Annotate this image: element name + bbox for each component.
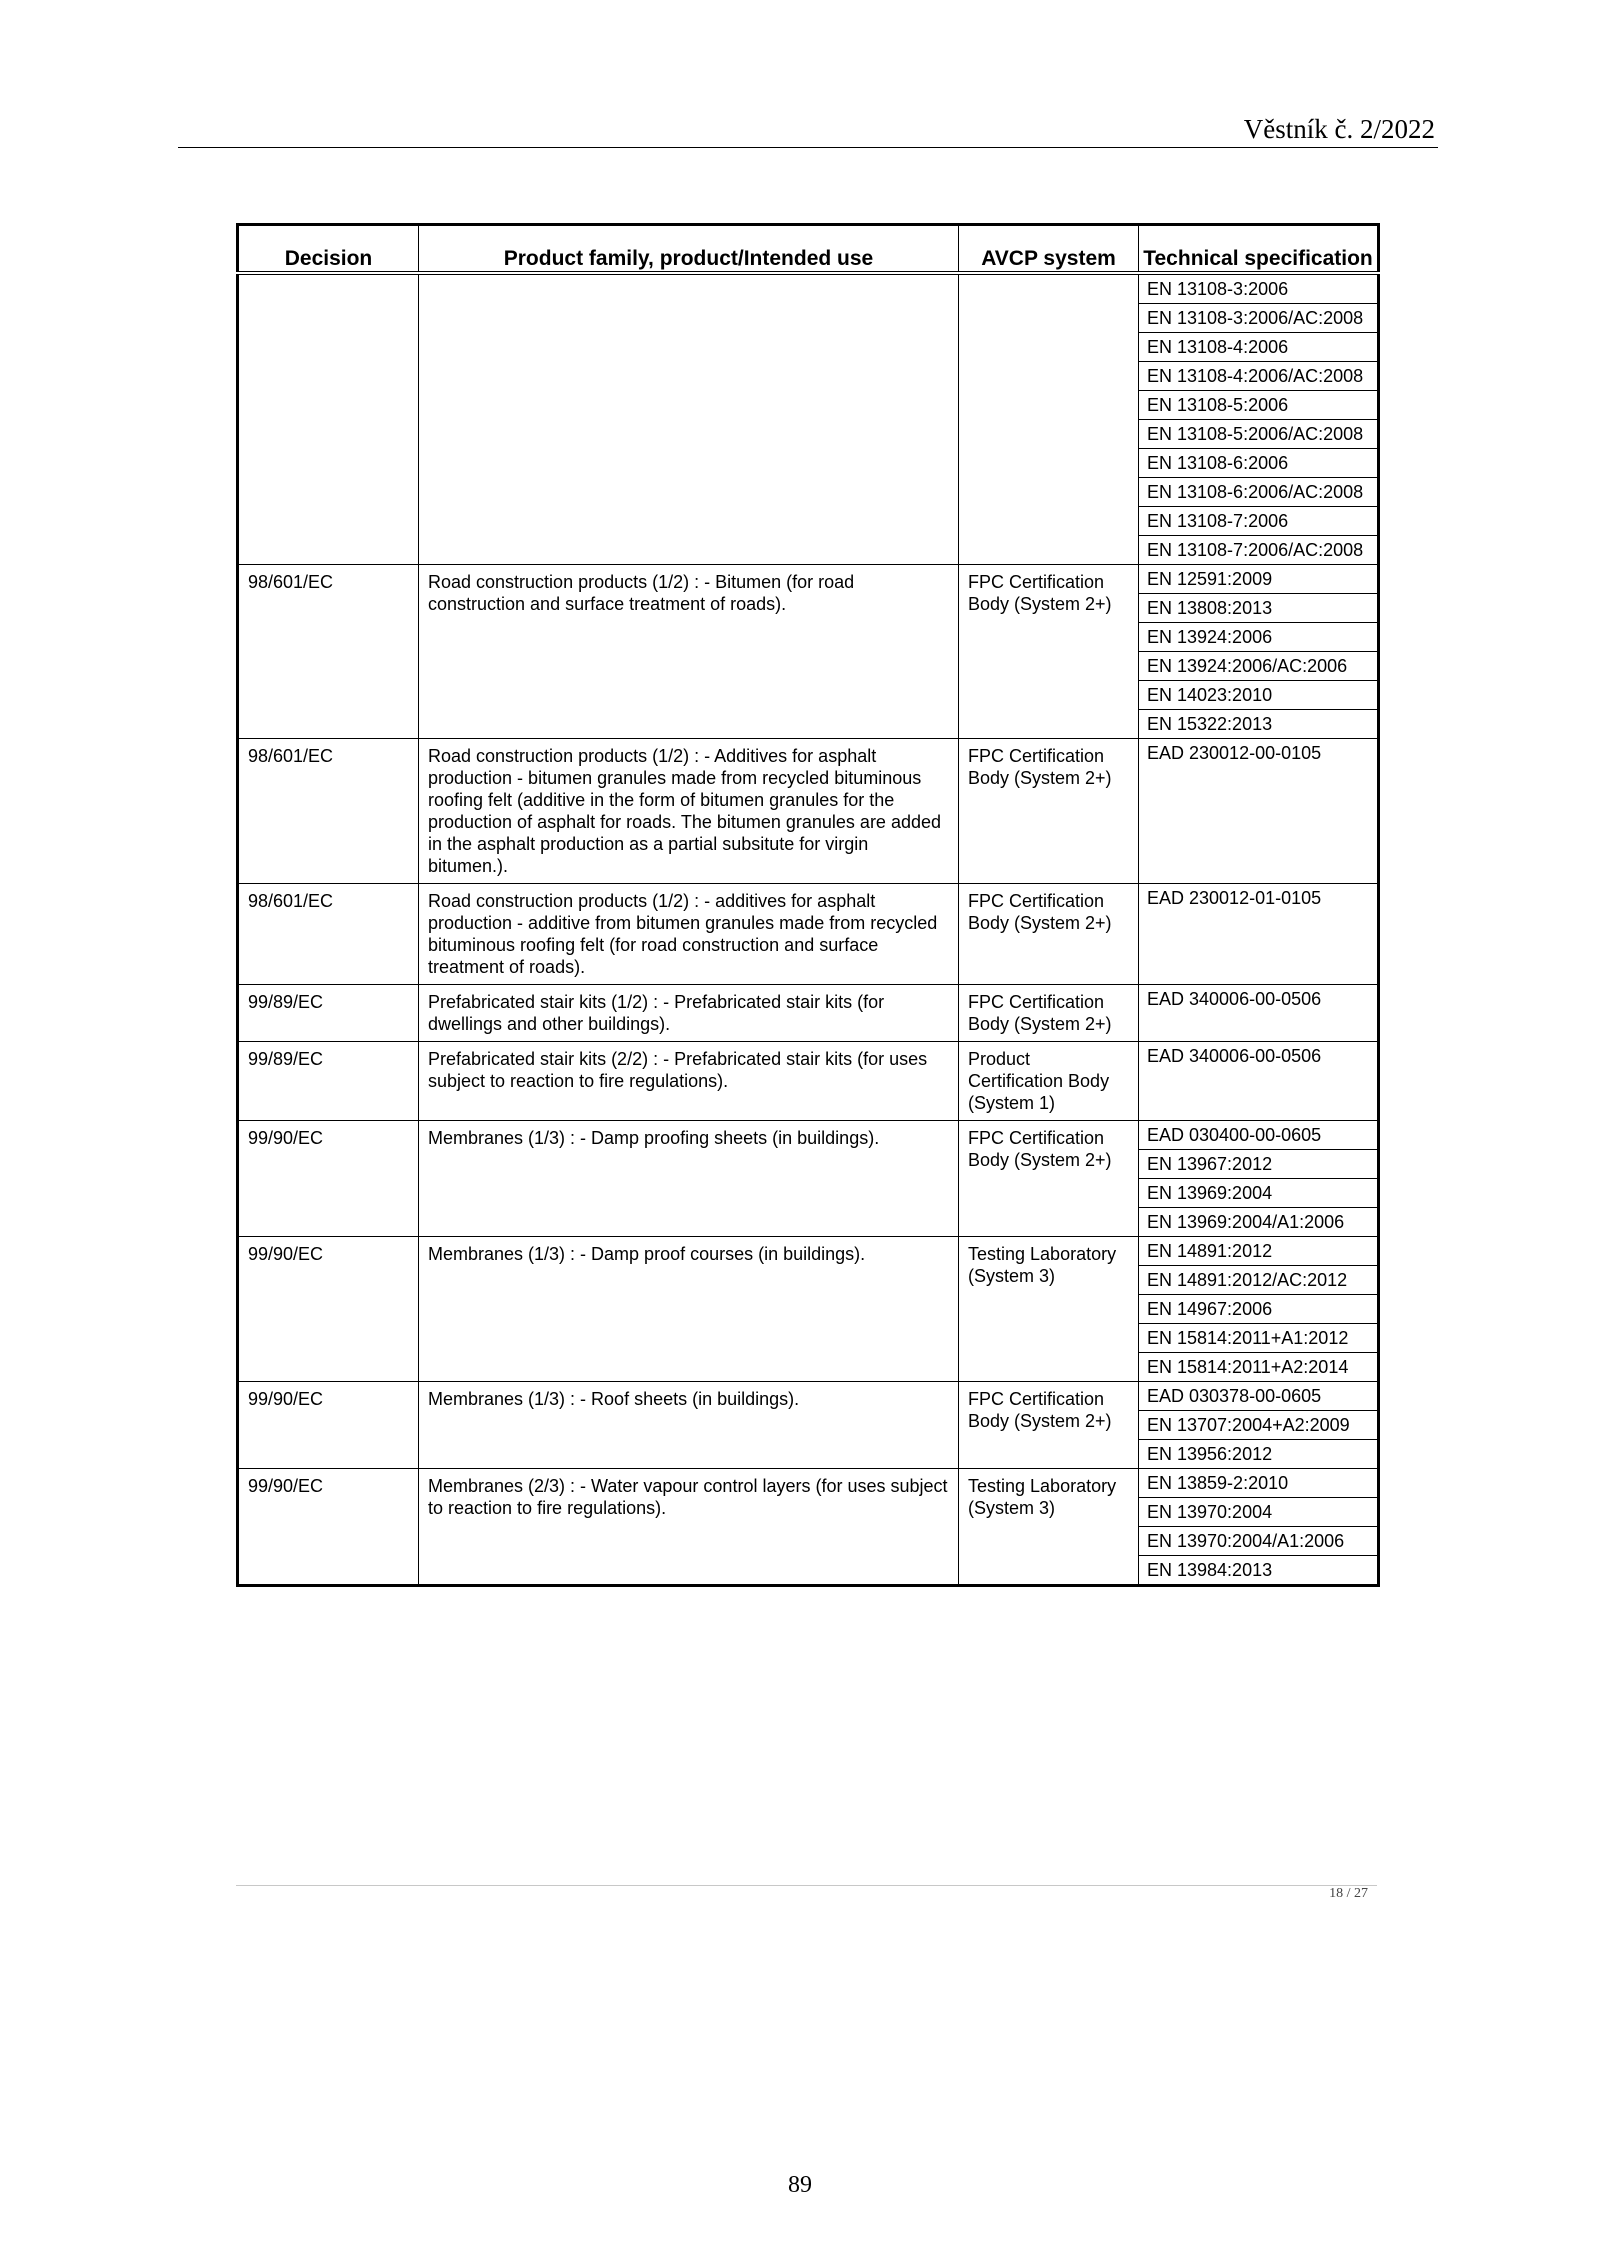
specification-item: EAD 230012-01-0105: [1147, 888, 1322, 908]
specification-item: EN 14967:2006: [1139, 1295, 1377, 1324]
specification-item: EN 13108-7:2006/AC:2008: [1147, 540, 1364, 560]
table-header-row: [238, 225, 1379, 274]
decision-cell: 98/601/EC: [238, 884, 419, 985]
decision-cell: [238, 273, 419, 565]
technical-specification-cell: [1139, 985, 1379, 1042]
avcp-system-cell: FPC Certification Body (System 2+): [959, 1382, 1139, 1469]
avcp-system-cell: [959, 273, 1139, 565]
specification-item: EAD 230012-00-0105: [1147, 743, 1322, 763]
product-cell: Membranes (1/3) : - Roof sheets (in buildings).: [419, 1382, 959, 1469]
product-cell: Road construction products (1/2) : - additives for asphalt production - additive from bitumen granules made from recycled bituminous roofing felt (for road construction and surface treatment of roads).: [419, 884, 959, 985]
page-number: 89: [788, 2172, 812, 2198]
decision-cell: 99/90/EC: [238, 1121, 419, 1237]
column-header-product: Product family, product/Intended use: [419, 225, 959, 274]
avcp-system-cell: FPC Certification Body (System 2+): [959, 884, 1139, 985]
avcp-system-cell: Testing Laboratory (System 3): [959, 1469, 1139, 1586]
technical-specification-cell: [1139, 884, 1379, 985]
decision-cell: 99/90/EC: [238, 1469, 419, 1586]
product-cell: Membranes (1/3) : - Damp proofing sheets (in buildings).: [419, 1121, 959, 1237]
decision-cell: 99/90/EC: [238, 1382, 419, 1469]
technical-specification-cell: [1139, 1382, 1379, 1469]
header-rule: [178, 147, 1438, 148]
table-row: [238, 1469, 1379, 1586]
specification-item: EN 13859-2:2010: [1139, 1469, 1377, 1498]
specification-item: EN 13108-3:2006: [1139, 275, 1377, 304]
specification-item: EAD 030400-00-0605: [1139, 1121, 1377, 1150]
specification-item: EN 13924:2006: [1139, 623, 1377, 652]
column-header-decision: Decision: [238, 225, 419, 274]
specification-table: [236, 223, 1380, 1587]
technical-specification-cell: [1139, 1042, 1379, 1121]
specification-item: EN 14891:2012: [1139, 1237, 1377, 1266]
table-row: [238, 1042, 1379, 1121]
specification-item: EAD 030378-00-0605: [1139, 1382, 1377, 1411]
table-row: [238, 273, 1379, 565]
specification-item: EN 13108-3:2006/AC:2008: [1139, 304, 1377, 333]
table-row: [238, 565, 1379, 739]
decision-cell: 99/89/EC: [238, 985, 419, 1042]
technical-specification-cell: [1139, 1121, 1379, 1237]
avcp-system-cell: FPC Certification Body (System 2+): [959, 985, 1139, 1042]
specification-item: EN 13707:2004+A2:2009: [1139, 1411, 1377, 1440]
technical-specification-cell: [1139, 565, 1379, 739]
product-cell: Membranes (2/3) : - Water vapour control layers (for uses subject to reaction to fire regulations).: [419, 1469, 959, 1586]
specification-item: EN 13108-6:2006: [1139, 449, 1377, 478]
footer-rule: [236, 1885, 1377, 1886]
specification-item: EN 13924:2006/AC:2006: [1139, 652, 1377, 681]
decision-cell: 98/601/EC: [238, 565, 419, 739]
product-cell: Membranes (1/3) : - Damp proof courses (in buildings).: [419, 1237, 959, 1382]
avcp-system-cell: Product Certification Body (System 1): [959, 1042, 1139, 1121]
avcp-system-cell: FPC Certification Body (System 2+): [959, 1121, 1139, 1237]
decision-cell: 99/90/EC: [238, 1237, 419, 1382]
specification-item: EN 13970:2004: [1139, 1498, 1377, 1527]
specification-item: EN 13956:2012: [1147, 1444, 1273, 1464]
specification-item: EN 13108-5:2006/AC:2008: [1139, 420, 1377, 449]
table-row: [238, 1237, 1379, 1382]
column-header-avcp: AVCP system: [959, 225, 1139, 274]
footer-page-counter: 18 / 27: [1329, 1886, 1368, 1901]
technical-specification-cell: [1139, 1237, 1379, 1382]
technical-specification-cell: [1139, 739, 1379, 884]
table-row: [238, 739, 1379, 884]
table-row: [238, 1382, 1379, 1469]
specification-item: EN 13808:2013: [1139, 594, 1377, 623]
specification-item: EN 13108-7:2006: [1139, 507, 1377, 536]
header-title: Věstník č. 2/2022: [1243, 114, 1435, 144]
specification-item: EN 13108-4:2006/AC:2008: [1139, 362, 1377, 391]
product-cell: Prefabricated stair kits (1/2) : - Prefabricated stair kits (for dwellings and other buildings).: [419, 985, 959, 1042]
specification-item: EN 13108-4:2006: [1139, 333, 1377, 362]
decision-cell: 99/89/EC: [238, 1042, 419, 1121]
specification-item: EN 13969:2004/A1:2006: [1147, 1212, 1345, 1232]
product-cell: Prefabricated stair kits (2/2) : - Prefabricated stair kits (for uses subject to reaction to fire regulations).: [419, 1042, 959, 1121]
specification-item: EN 13967:2012: [1139, 1150, 1377, 1179]
product-cell: Road construction products (1/2) : - Additives for asphalt production - bitumen granules made from recycled bituminous roofing felt (additive in the form of bitumen granules for the production of asphalt for roads. The bitumen granules are added in the asphalt production as a partial subsitute for virgin bitumen.).: [419, 739, 959, 884]
specification-item: EN 14023:2010: [1139, 681, 1377, 710]
technical-specification-cell: [1139, 273, 1379, 565]
specification-item: EN 13969:2004: [1139, 1179, 1377, 1208]
specification-item: EN 15322:2013: [1147, 714, 1273, 734]
table-row: [238, 985, 1379, 1042]
table-row: [238, 884, 1379, 985]
specification-table-wrapper: [236, 223, 1377, 1587]
specification-item: EN 15814:2011+A1:2012: [1139, 1324, 1377, 1353]
product-cell: Road construction products (1/2) : - Bitumen (for road construction and surface treatment of roads).: [419, 565, 959, 739]
avcp-system-cell: FPC Certification Body (System 2+): [959, 565, 1139, 739]
specification-item: EN 14891:2012/AC:2012: [1139, 1266, 1377, 1295]
specification-item: EAD 340006-00-0506: [1147, 989, 1322, 1009]
table-row: [238, 1121, 1379, 1237]
avcp-system-cell: FPC Certification Body (System 2+): [959, 739, 1139, 884]
table-body: [238, 273, 1379, 1586]
specification-item: EN 13108-5:2006: [1139, 391, 1377, 420]
technical-specification-cell: [1139, 1469, 1379, 1586]
column-header-technical-specification: Technical specification: [1139, 225, 1379, 274]
product-cell: [419, 273, 959, 565]
specification-item: EN 15814:2011+A2:2014: [1147, 1357, 1349, 1377]
specification-item: EN 13984:2013: [1147, 1560, 1273, 1580]
specification-item: EAD 340006-00-0506: [1147, 1046, 1322, 1066]
specification-item: EN 12591:2009: [1139, 565, 1377, 594]
specification-item: EN 13108-6:2006/AC:2008: [1139, 478, 1377, 507]
specification-item: EN 13970:2004/A1:2006: [1139, 1527, 1377, 1556]
decision-cell: 98/601/EC: [238, 739, 419, 884]
avcp-system-cell: Testing Laboratory (System 3): [959, 1237, 1139, 1382]
